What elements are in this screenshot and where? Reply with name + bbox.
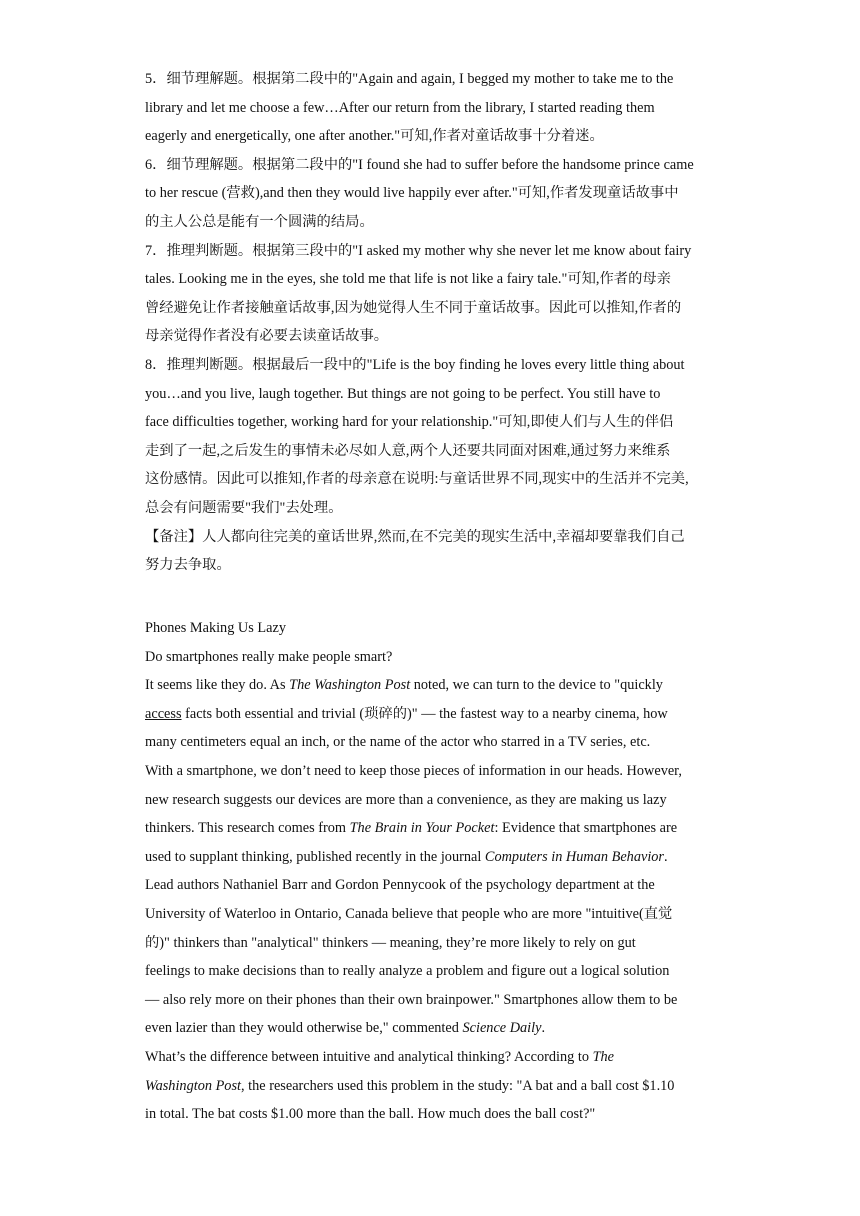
answer-line: 走到了一起,之后发生的事情未必尽如人意,两个人还要共同面对困难,通过努力来维系 <box>145 442 671 459</box>
paragraph-line: It seems like they do. As The Washington Post noted, we can turn to the device to "quickly <box>145 677 663 694</box>
answer-number: 7． <box>145 242 167 259</box>
answer-line: 这份感情。因此可以推知,作者的母亲意在说明:与童话世界不同,现实中的生活并不完美, <box>145 471 689 488</box>
paragraph-line: new research suggests our devices are more than a convenience, as they are making us lazy <box>145 791 667 808</box>
paragraph-line: thinkers. This research comes from The Brain in Your Pocket: Evidence that smartphones are <box>145 820 678 837</box>
article-title: Phones Making Us Lazy <box>145 620 286 636</box>
research-title: The Brain in Your Pocket <box>349 820 495 837</box>
answer-line: eagerly and energetically, one after another."可知,作者对童话故事十分着迷。 <box>145 128 604 145</box>
answer-number: 5． <box>145 71 167 87</box>
article-title-block <box>145 614 720 671</box>
paragraph-line: access facts both essential and trivial (琐碎的)" — the fastest way to a nearby cinema, how <box>145 705 668 722</box>
note-line: 【备注】人人都向往完美的童话世界,然而,在不完美的现实生活中,幸福却要靠我们自己 <box>145 528 685 545</box>
paragraph-line: With a smartphone, we don’t need to keep those pieces of information in our heads. However, <box>145 762 682 779</box>
paragraph-line: — also rely more on their phones than their own brainpower." Smartphones allow them to be <box>145 991 678 1008</box>
article-subtitle: Do smartphones really make people smart? <box>145 648 393 665</box>
answer-line: 8．推理判断题。根据最后一段中的"Life is the boy finding he loves every little thing about <box>145 356 685 373</box>
answer-line: 5．细节理解题。根据第二段中的"Again and again, I begged my mother to take me to the <box>145 71 674 87</box>
paragraph-line: feelings to make decisions than to really analyze a problem and figure out a logical solution <box>145 963 670 980</box>
paragraph-line: used to supplant thinking, published recently in the journal Computers in Human Behavior. <box>145 848 668 865</box>
answer-number: 6． <box>145 156 167 173</box>
answer-line: you…and you live, laugh together. But things are not going to be perfect. You still have to <box>145 385 661 402</box>
answer-line: to her rescue (营救),and then they would live happily ever after."可知,作者发现童话故事中 <box>145 185 679 202</box>
article <box>145 614 720 1129</box>
article-paragraph-2 <box>145 757 720 871</box>
note-line: 努力去争取。 <box>145 557 231 574</box>
answer-item-6 <box>145 151 720 237</box>
publication-name: The <box>592 1048 615 1065</box>
answer-line: tales. Looking me in the eyes, she told me that life is not like a fairy tale."可知,作者的母亲 <box>145 271 671 288</box>
paragraph-line: in total. The bat costs $1.00 more than the ball. How much does the ball cost?" <box>145 1106 596 1123</box>
underlined-word: access <box>145 705 182 722</box>
answer-line: 的主人公总是能有一个圆满的结局。 <box>145 213 374 230</box>
paragraph-line: Lead authors Nathaniel Barr and Gordon Pennycook of the psychology department at the <box>145 877 655 894</box>
article-paragraph-4 <box>145 1043 720 1129</box>
journal-name: Computers in Human Behavior <box>484 848 665 865</box>
answer-explanations <box>145 65 720 580</box>
publication-name: The Washington Post <box>289 677 411 694</box>
note-block <box>145 523 720 580</box>
publication-name: Science Daily <box>462 1020 542 1037</box>
answer-line: 母亲觉得作者没有必要去读童话故事。 <box>145 328 389 345</box>
article-paragraph-1 <box>145 671 720 757</box>
answer-item-5 <box>145 65 720 151</box>
answer-line: library and let me choose a few…After our return from the library, I started reading them <box>145 99 655 116</box>
answer-item-7 <box>145 237 720 351</box>
paragraph-line: even lazier than they would otherwise be," commented Science Daily. <box>145 1020 546 1037</box>
answer-line: 曾经避免让作者接触童话故事,因为她觉得人生不同于童话故事。因此可以推知,作者的 <box>145 299 682 316</box>
answer-item-8 <box>145 351 720 523</box>
publication-name: Washington Post <box>145 1077 241 1094</box>
paragraph-line: many centimeters equal an inch, or the name of the actor who starred in a TV series, etc. <box>145 734 651 751</box>
article-paragraph-3 <box>145 871 720 1043</box>
answer-number: 8． <box>145 356 167 373</box>
answer-line: 7．推理判断题。根据第三段中的"I asked my mother why she never let me know about fairy <box>145 242 692 259</box>
answer-line: face difficulties together, working hard for your relationship."可知,即使人们与人生的伴侣 <box>145 414 674 431</box>
paragraph-line: What’s the difference between intuitive and analytical thinking? According to The <box>145 1048 615 1065</box>
answer-line: 总会有问题需要"我们"去处理。 <box>145 499 343 516</box>
paragraph-line: 的)" thinkers than "analytical" thinkers — meaning, they’re more likely to rely on gut <box>145 934 636 951</box>
paragraph-line: Washington Post, the researchers used this problem in the study: "A bat and a ball cost $1.10 <box>145 1077 675 1094</box>
answer-line: 6．细节理解题。根据第二段中的"I found she had to suffer before the handsome prince came <box>145 156 694 173</box>
paragraph-line: University of Waterloo in Ontario, Canada believe that people who are more "intuitive(直觉 <box>145 905 673 922</box>
